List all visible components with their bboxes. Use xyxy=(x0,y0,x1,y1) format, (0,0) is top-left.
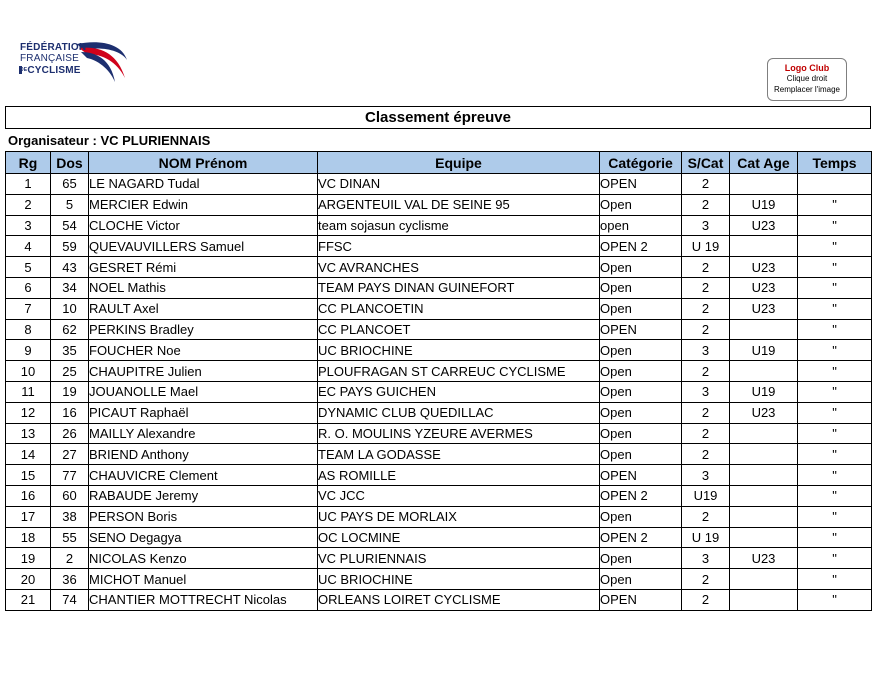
cell-nom: RABAUDE Jeremy xyxy=(89,485,318,506)
table-row xyxy=(6,465,872,486)
table-row xyxy=(6,194,872,215)
cell-catage xyxy=(730,423,798,444)
cell-temps: " xyxy=(798,236,872,257)
cell-equipe: team sojasun cyclisme xyxy=(318,215,600,236)
cell-categorie: open xyxy=(600,215,682,236)
cell-dos: 38 xyxy=(51,506,89,527)
col-header-rg: Rg xyxy=(6,152,51,174)
cell-nom: PICAUT Raphaël xyxy=(89,402,318,423)
col-header-temps: Temps xyxy=(798,152,872,174)
cell-scat: 2 xyxy=(682,361,730,382)
cell-catage xyxy=(730,236,798,257)
cell-equipe: CC PLANCOETIN xyxy=(318,298,600,319)
cell-temps: " xyxy=(798,215,872,236)
cell-equipe: UC BRIOCHINE xyxy=(318,340,600,361)
cell-rg: 12 xyxy=(6,402,51,423)
table-row xyxy=(6,402,872,423)
cell-catage xyxy=(730,174,798,195)
cell-equipe: TEAM PAYS DINAN GUINEFORT xyxy=(318,277,600,298)
cell-nom: FOUCHER Noe xyxy=(89,340,318,361)
cell-equipe: UC PAYS DE MORLAIX xyxy=(318,506,600,527)
cell-rg: 9 xyxy=(6,340,51,361)
col-header-dos: Dos xyxy=(51,152,89,174)
cell-scat: 2 xyxy=(682,423,730,444)
club-logo-hint2: Remplacer l'image xyxy=(774,85,840,94)
cell-rg: 6 xyxy=(6,277,51,298)
cell-rg: 20 xyxy=(6,569,51,590)
cell-rg: 4 xyxy=(6,236,51,257)
cell-nom: MAILLY Alexandre xyxy=(89,423,318,444)
cell-scat: 2 xyxy=(682,444,730,465)
col-header-equipe: Equipe xyxy=(318,152,600,174)
cell-rg: 14 xyxy=(6,444,51,465)
table-row xyxy=(6,298,872,319)
cell-catage: U19 xyxy=(730,381,798,402)
cell-temps: " xyxy=(798,485,872,506)
cell-temps: " xyxy=(798,548,872,569)
cell-temps: " xyxy=(798,423,872,444)
cell-catage xyxy=(730,465,798,486)
cell-nom: JOUANOLLE Mael xyxy=(89,381,318,402)
cell-nom: CLOCHE Victor xyxy=(89,215,318,236)
club-logo-placeholder[interactable] xyxy=(767,58,847,101)
cell-scat: U 19 xyxy=(682,236,730,257)
cell-rg: 17 xyxy=(6,506,51,527)
results-table xyxy=(5,151,872,611)
table-row xyxy=(6,361,872,382)
cell-rg: 7 xyxy=(6,298,51,319)
cell-categorie: OPEN xyxy=(600,174,682,195)
cell-catage: U23 xyxy=(730,277,798,298)
cell-rg: 1 xyxy=(6,174,51,195)
cell-equipe: VC DINAN xyxy=(318,174,600,195)
cell-nom: GESRET Rémi xyxy=(89,257,318,278)
col-header-categorie: Catégorie xyxy=(600,152,682,174)
cell-temps: " xyxy=(798,381,872,402)
cell-catage xyxy=(730,444,798,465)
cell-temps: " xyxy=(798,444,872,465)
cell-equipe: VC JCC xyxy=(318,485,600,506)
cell-scat: 2 xyxy=(682,569,730,590)
cell-dos: 16 xyxy=(51,402,89,423)
cell-categorie: Open xyxy=(600,444,682,465)
cell-dos: 2 xyxy=(51,548,89,569)
table-row xyxy=(6,548,872,569)
cell-temps: " xyxy=(798,465,872,486)
cell-categorie: Open xyxy=(600,340,682,361)
col-header-scat: S/Cat xyxy=(682,152,730,174)
club-logo-hint1: Clique droit xyxy=(786,74,828,83)
table-row xyxy=(6,215,872,236)
cell-rg: 5 xyxy=(6,257,51,278)
cell-scat: 2 xyxy=(682,402,730,423)
cell-rg: 2 xyxy=(6,194,51,215)
cell-nom: CHAUVICRE Clement xyxy=(89,465,318,486)
cell-scat: 2 xyxy=(682,589,730,610)
cell-catage: U19 xyxy=(730,340,798,361)
cell-scat: 2 xyxy=(682,319,730,340)
cell-categorie: Open xyxy=(600,423,682,444)
table-row xyxy=(6,423,872,444)
cell-scat: 3 xyxy=(682,215,730,236)
ffc-logo xyxy=(17,38,129,86)
cell-rg: 8 xyxy=(6,319,51,340)
cell-temps xyxy=(798,174,872,195)
cell-dos: 59 xyxy=(51,236,89,257)
cell-rg: 16 xyxy=(6,485,51,506)
cell-temps: " xyxy=(798,319,872,340)
cell-equipe: PLOUFRAGAN ST CARREUC CYCLISME xyxy=(318,361,600,382)
cell-dos: 54 xyxy=(51,215,89,236)
cell-dos: 26 xyxy=(51,423,89,444)
table-row xyxy=(6,174,872,195)
cell-scat: 3 xyxy=(682,548,730,569)
cell-catage: U23 xyxy=(730,298,798,319)
cell-scat: 2 xyxy=(682,194,730,215)
ffc-logo-line3: DECYCLISME xyxy=(20,65,81,76)
table-row xyxy=(6,527,872,548)
cell-categorie: Open xyxy=(600,548,682,569)
cell-catage xyxy=(730,589,798,610)
cell-catage xyxy=(730,319,798,340)
cell-dos: 60 xyxy=(51,485,89,506)
ffc-logo-line2: FRANÇAISE xyxy=(20,53,80,64)
cell-dos: 74 xyxy=(51,589,89,610)
cell-catage: U23 xyxy=(730,402,798,423)
organizer-label: Organisateur : VC PLURIENNAIS xyxy=(8,133,211,148)
cell-dos: 36 xyxy=(51,569,89,590)
cell-scat: 2 xyxy=(682,298,730,319)
table-header-row xyxy=(6,152,872,174)
table-row xyxy=(6,506,872,527)
cell-catage xyxy=(730,569,798,590)
table-row xyxy=(6,340,872,361)
cell-equipe: R. O. MOULINS YZEURE AVERMES xyxy=(318,423,600,444)
cell-rg: 18 xyxy=(6,527,51,548)
cell-nom: BRIEND Anthony xyxy=(89,444,318,465)
cell-scat: U 19 xyxy=(682,527,730,548)
cell-scat: 3 xyxy=(682,340,730,361)
cell-rg: 13 xyxy=(6,423,51,444)
cell-temps: " xyxy=(798,569,872,590)
cell-equipe: VC PLURIENNAIS xyxy=(318,548,600,569)
cell-categorie: OPEN xyxy=(600,319,682,340)
cell-dos: 77 xyxy=(51,465,89,486)
col-header-catage: Cat Age xyxy=(730,152,798,174)
cell-nom: NICOLAS Kenzo xyxy=(89,548,318,569)
cell-dos: 34 xyxy=(51,277,89,298)
cell-scat: 2 xyxy=(682,506,730,527)
cell-temps: " xyxy=(798,402,872,423)
cell-scat: 2 xyxy=(682,257,730,278)
cell-catage xyxy=(730,485,798,506)
cell-equipe: ARGENTEUIL VAL DE SEINE 95 xyxy=(318,194,600,215)
cell-catage: U23 xyxy=(730,257,798,278)
table-row xyxy=(6,381,872,402)
cell-scat: 3 xyxy=(682,465,730,486)
cell-categorie: OPEN 2 xyxy=(600,527,682,548)
cell-equipe: EC PAYS GUICHEN xyxy=(318,381,600,402)
cell-equipe: FFSC xyxy=(318,236,600,257)
cell-temps: " xyxy=(798,277,872,298)
cell-equipe: ORLEANS LOIRET CYCLISME xyxy=(318,589,600,610)
cell-equipe: TEAM LA GODASSE xyxy=(318,444,600,465)
ffc-logo-line1: FÉDÉRATION xyxy=(20,42,87,53)
cell-categorie: OPEN 2 xyxy=(600,236,682,257)
cell-nom: PERKINS Bradley xyxy=(89,319,318,340)
cell-categorie: Open xyxy=(600,506,682,527)
cell-temps: " xyxy=(798,506,872,527)
cell-scat: 2 xyxy=(682,277,730,298)
cell-catage xyxy=(730,361,798,382)
cell-categorie: OPEN 2 xyxy=(600,485,682,506)
cell-rg: 11 xyxy=(6,381,51,402)
page-title: Classement épreuve xyxy=(5,106,871,129)
cell-categorie: Open xyxy=(600,361,682,382)
table-row xyxy=(6,444,872,465)
cell-dos: 62 xyxy=(51,319,89,340)
table-row xyxy=(6,485,872,506)
cell-equipe: UC BRIOCHINE xyxy=(318,569,600,590)
cell-scat: 3 xyxy=(682,381,730,402)
cell-dos: 25 xyxy=(51,361,89,382)
cell-nom: LE NAGARD Tudal xyxy=(89,174,318,195)
results-body xyxy=(6,174,872,611)
cell-equipe: AS ROMILLE xyxy=(318,465,600,486)
col-header-nom: NOM Prénom xyxy=(89,152,318,174)
table-row xyxy=(6,277,872,298)
cell-categorie: Open xyxy=(600,298,682,319)
cell-temps: " xyxy=(798,194,872,215)
cell-temps: " xyxy=(798,361,872,382)
cell-dos: 55 xyxy=(51,527,89,548)
cell-rg: 3 xyxy=(6,215,51,236)
cell-nom: CHAUPITRE Julien xyxy=(89,361,318,382)
cell-catage xyxy=(730,506,798,527)
cell-dos: 10 xyxy=(51,298,89,319)
cell-categorie: Open xyxy=(600,277,682,298)
cell-rg: 19 xyxy=(6,548,51,569)
cell-scat: U19 xyxy=(682,485,730,506)
club-logo-title: Logo Club xyxy=(784,63,830,73)
cell-catage: U23 xyxy=(730,215,798,236)
cell-categorie: Open xyxy=(600,402,682,423)
cell-equipe: OC LOCMINE xyxy=(318,527,600,548)
cell-dos: 27 xyxy=(51,444,89,465)
cell-dos: 35 xyxy=(51,340,89,361)
cell-temps: " xyxy=(798,589,872,610)
cell-categorie: OPEN xyxy=(600,589,682,610)
table-row xyxy=(6,319,872,340)
cell-equipe: DYNAMIC CLUB QUEDILLAC xyxy=(318,402,600,423)
cell-catage: U23 xyxy=(730,548,798,569)
table-row xyxy=(6,236,872,257)
cell-nom: MERCIER Edwin xyxy=(89,194,318,215)
cell-nom: PERSON Boris xyxy=(89,506,318,527)
cell-rg: 10 xyxy=(6,361,51,382)
cell-nom: SENO Degagya xyxy=(89,527,318,548)
cell-scat: 2 xyxy=(682,174,730,195)
table-row xyxy=(6,569,872,590)
cell-nom: RAULT Axel xyxy=(89,298,318,319)
table-row xyxy=(6,589,872,610)
cell-rg: 15 xyxy=(6,465,51,486)
cell-categorie: Open xyxy=(600,257,682,278)
table-row xyxy=(6,257,872,278)
cell-categorie: Open xyxy=(600,381,682,402)
cell-temps: " xyxy=(798,527,872,548)
cell-catage xyxy=(730,527,798,548)
cell-rg: 21 xyxy=(6,589,51,610)
cell-dos: 43 xyxy=(51,257,89,278)
cell-nom: QUEVAUVILLERS Samuel xyxy=(89,236,318,257)
cell-temps: " xyxy=(798,340,872,361)
cell-equipe: CC PLANCOET xyxy=(318,319,600,340)
cell-nom: MICHOT Manuel xyxy=(89,569,318,590)
cell-categorie: Open xyxy=(600,569,682,590)
cell-categorie: OPEN xyxy=(600,465,682,486)
cell-temps: " xyxy=(798,257,872,278)
cell-nom: CHANTIER MOTTRECHT Nicolas xyxy=(89,589,318,610)
cell-dos: 65 xyxy=(51,174,89,195)
cell-nom: NOEL Mathis xyxy=(89,277,318,298)
cell-equipe: VC AVRANCHES xyxy=(318,257,600,278)
cell-temps: " xyxy=(798,298,872,319)
cell-dos: 5 xyxy=(51,194,89,215)
cell-catage: U19 xyxy=(730,194,798,215)
cell-categorie: Open xyxy=(600,194,682,215)
cell-dos: 19 xyxy=(51,381,89,402)
